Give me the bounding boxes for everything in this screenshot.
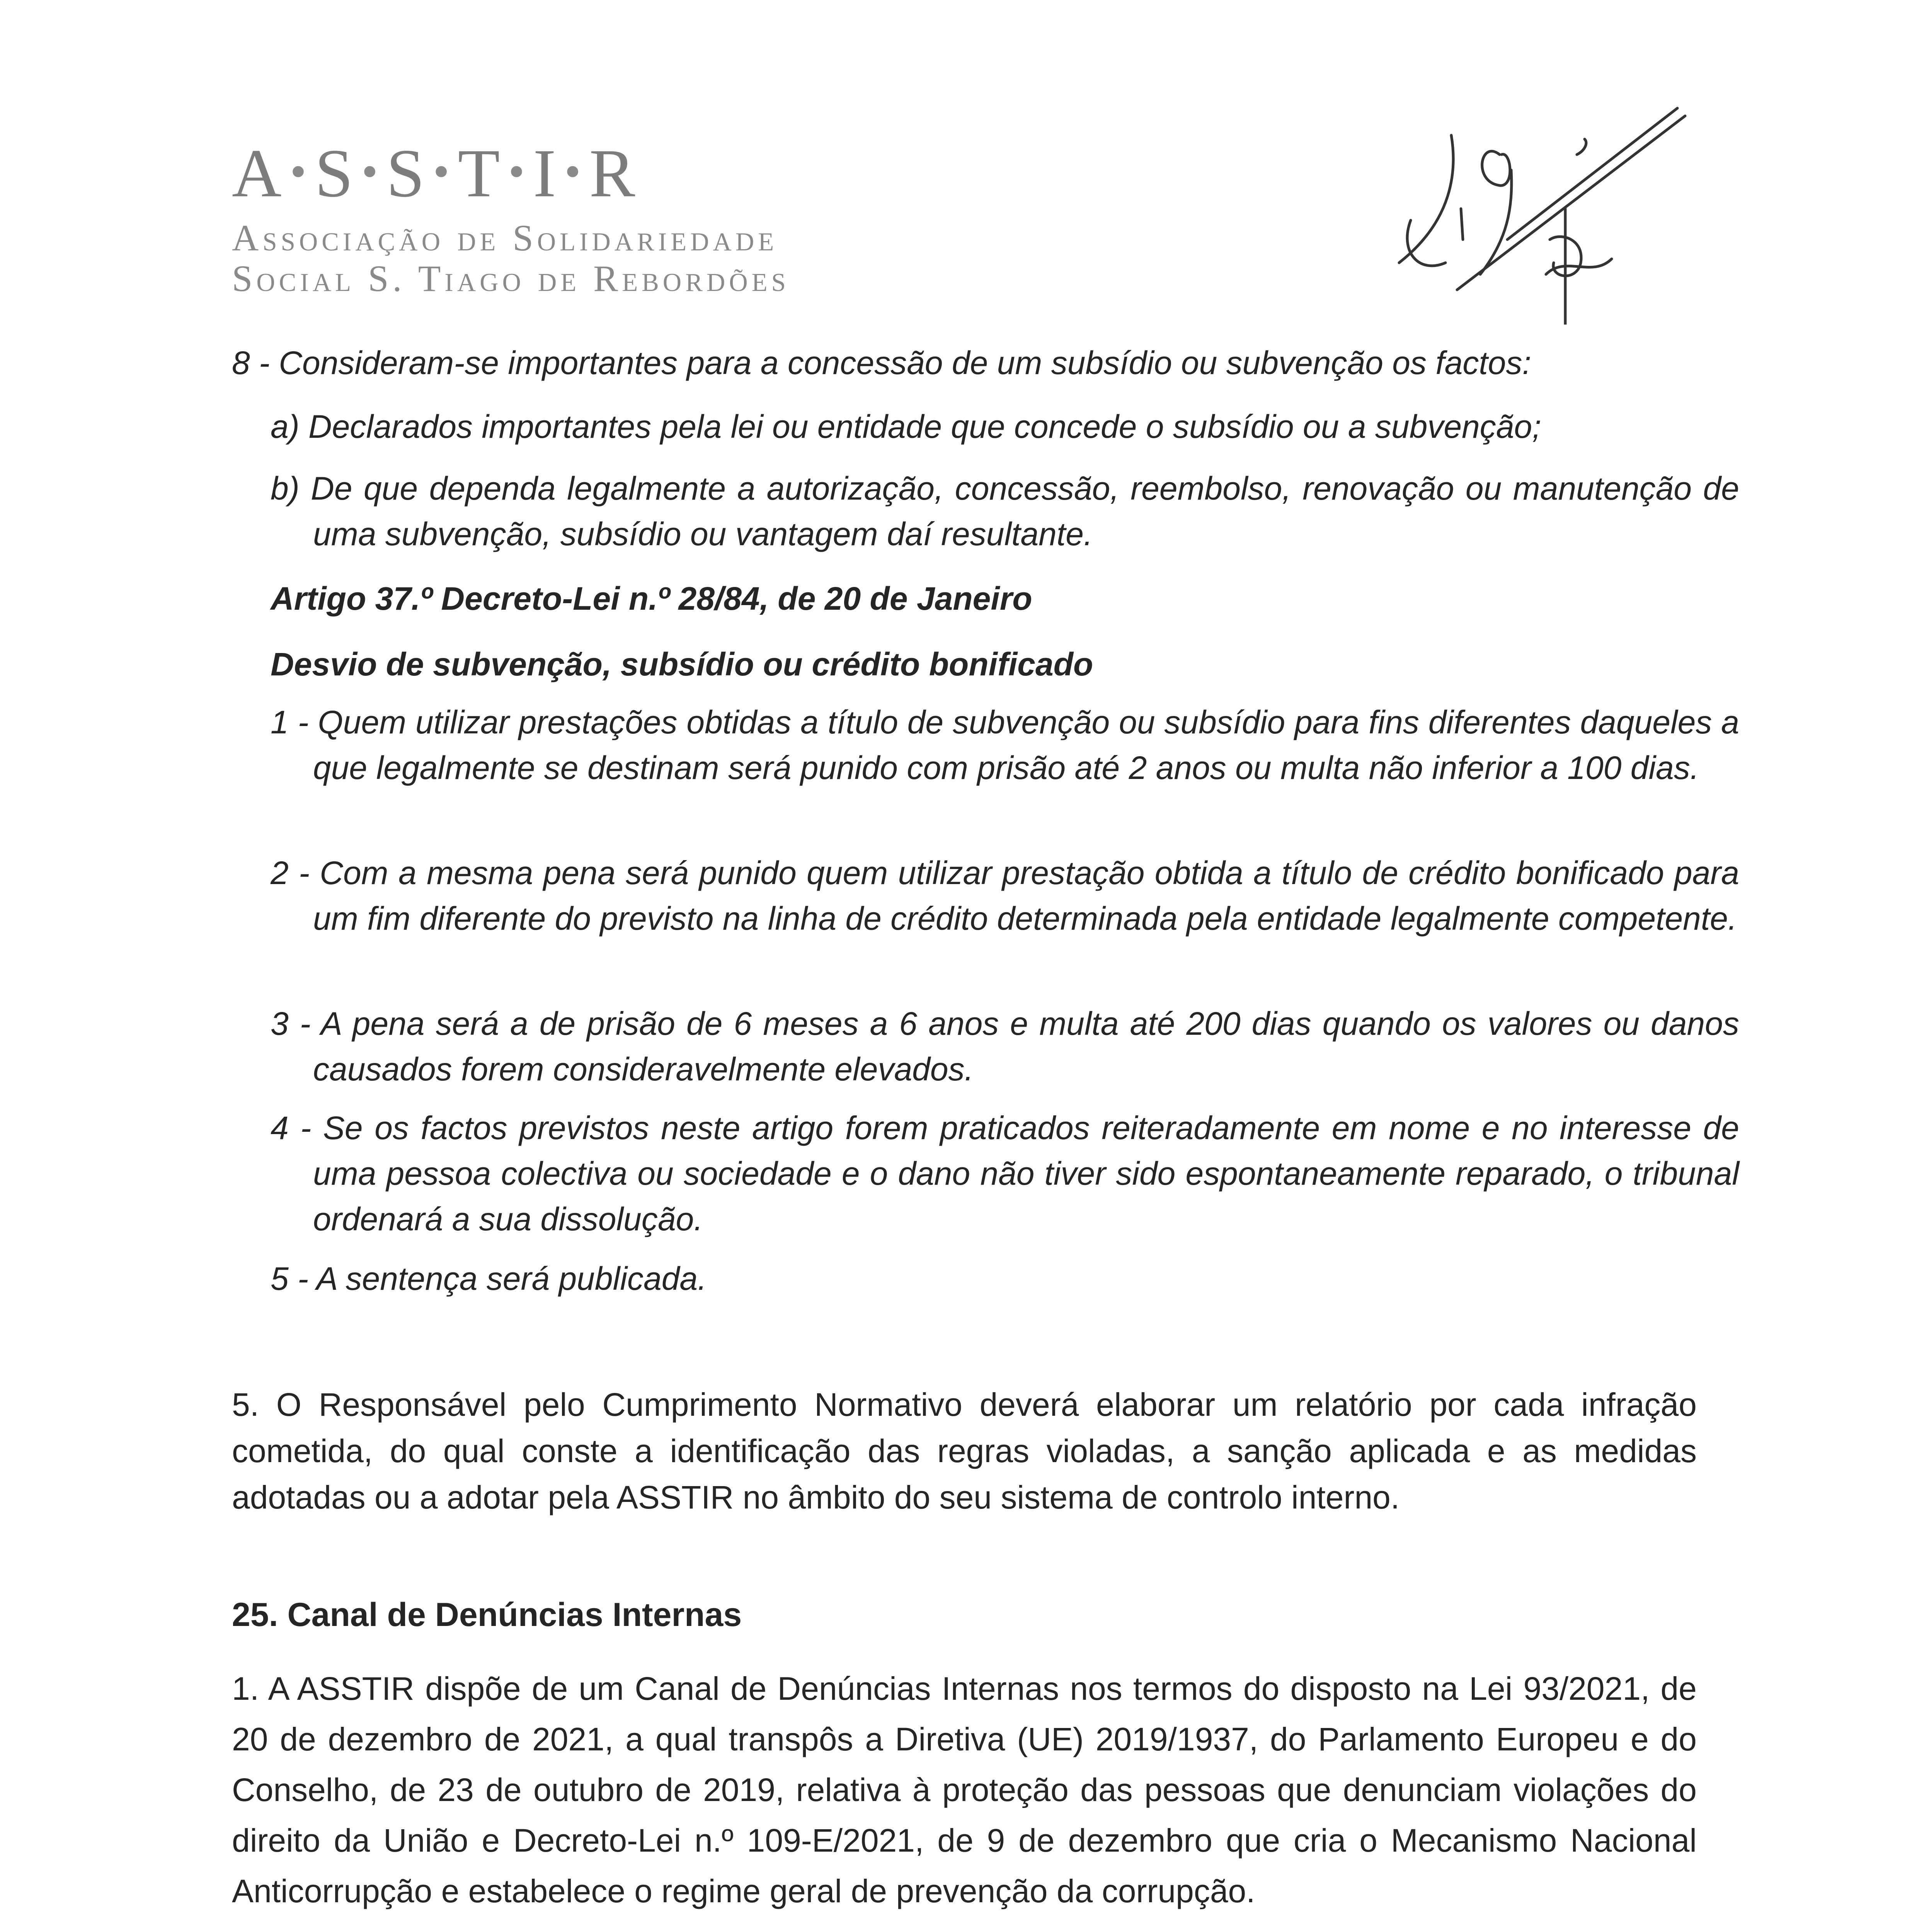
art8-item-a: a) Declarados importantes pela lei ou entidade que concede o subsídio ou a subvenção; [271,408,1541,445]
art8-item-b: b) De que dependa legalmente a autorização, concessão, reembolso, renovação ou manutenção de uma subvenção, subsídio ou vantagem daí resultante. [271,470,1739,552]
logo-subtitle-line1: Associação de Solidariedade [232,217,778,259]
art37-item-1: 1 - Quem utilizar prestações obtidas a título de subvenção ou subsídio para fins diferentes daqueles a que legalmente se destinam será punido com prisão até 2 anos ou multa não inferior a 100 dias. [271,704,1739,786]
art37-item-5: 5 - A sentença será publicada. [271,1260,707,1297]
logo-letter: A [232,135,285,211]
signature-initials [1384,93,1693,325]
logo-subtitle-line2: Social S. Tiago de Rebordões [232,258,790,299]
logo-letter: I [533,135,559,211]
art37-item-4: 4 - Se os factos previstos neste artigo forem praticados reiteradamente em nome e no interesse de uma pessoa colectiva ou sociedade e o dano não tiver sido espontaneamente reparado, o tribunal ordenará a sua dissolução. [271,1110,1739,1237]
art37-title: Artigo 37.º Decreto-Lei n.º 28/84, de 20 de Janeiro [271,580,1032,617]
art37-subtitle: Desvio de subvenção, subsídio ou crédito bonificado [271,646,1093,682]
art37-item-2: 2 - Com a mesma pena será punido quem utilizar prestação obtida a título de crédito bonificado para um fim diferente do previsto na linha de crédito determinada pela entidade legalmente competente. [271,855,1739,937]
logo-letter: S [315,135,356,211]
logo-title: A •S •S •T •I •R [232,135,638,211]
art37-item-3: 3 - A pena será a de prisão de 6 meses a 6 anos e multa até 200 dias quando os valores ou danos causados forem consideravelmente elevados. [271,1005,1739,1087]
art8-intro: 8 - Consideram-se importantes para a concessão de um subsídio ou subvenção os factos: [232,345,1531,381]
point-5-paragraph: 5. O Responsável pelo Cumprimento Normativo deverá elaborar um relatório por cada infração cometida, do qual conste a identificação das regras violadas, a sanção aplicada e as medidas adotadas ou a adotar pela ASSTIR no âmbito do seu sistema de controlo interno. [232,1386,1697,1515]
logo-letter: T [458,135,503,211]
section-25-paragraph-1: 1. A ASSTIR dispõe de um Canal de Denúncias Internas nos termos do disposto na Lei 93/2021, de 20 de dezembro de 2021, a qual transpôs a Diretiva (UE) 2019/1937, do Parlamento Europeu e do Conselho, de 23 de outubro de 2019, relativa à proteção das pessoas que denunciam violações do direito da União e Decreto-Lei n.º 109-E/2021, de 9 de dezembro que cria o Mecanismo Nacional Anticorrupção e estabelece o regime geral de prevenção da corrupção. [232,1670,1697,1909]
logo-letter: S [386,135,428,211]
logo-letter: R [589,135,638,211]
section-25-heading: 25. Canal de Denúncias Internas [232,1596,742,1633]
